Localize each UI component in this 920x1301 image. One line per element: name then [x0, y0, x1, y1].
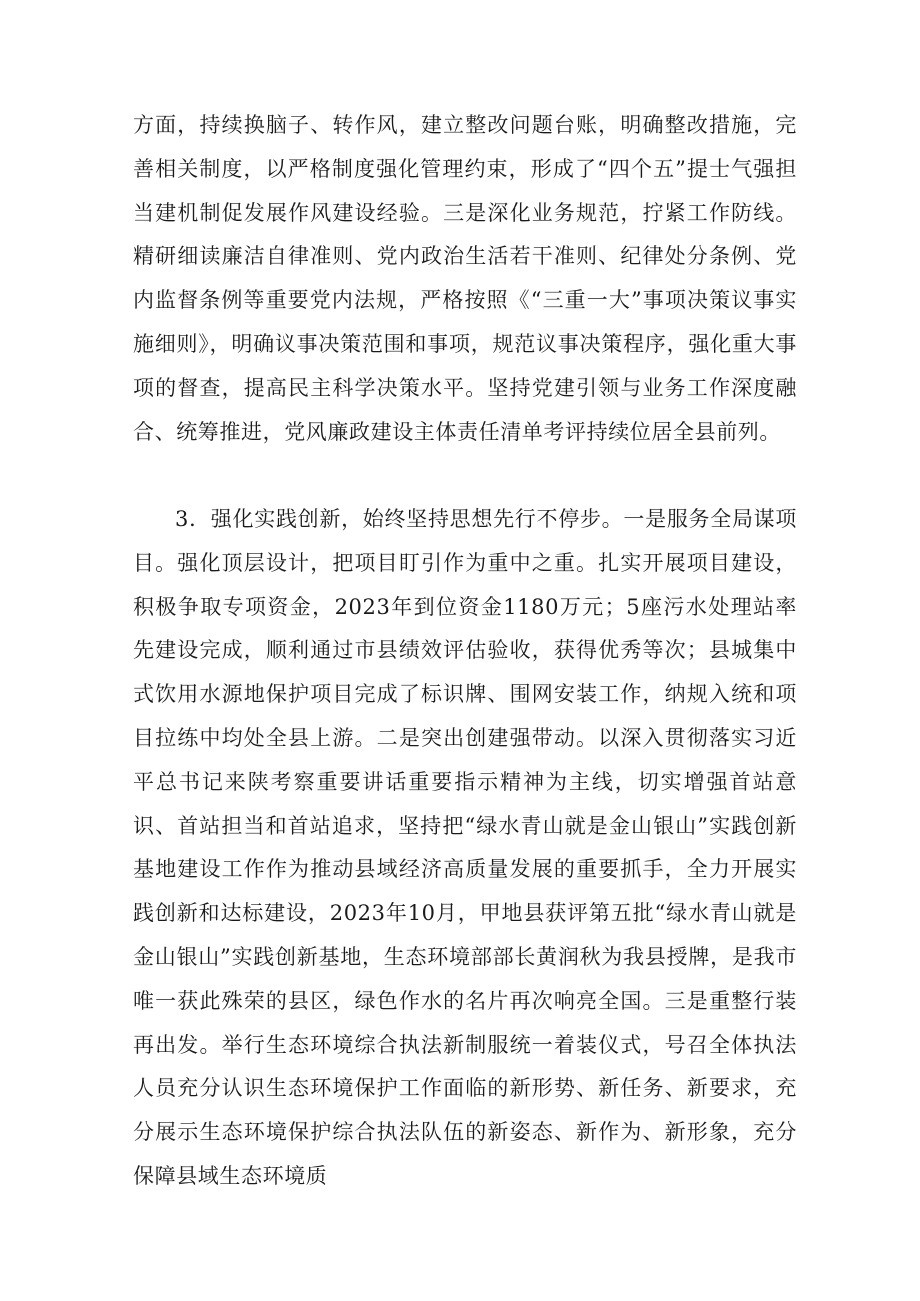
body-paragraph-1: 方面，持续换脑子、转作风，建立整改问题台账，明确整改措施，完善相关制度，以严格制度强化管理约束，形成了“四个五”提士气强担当建机制促发展作风建设经验。三是深化业务规范，拧紧工作防线。精研细读廉洁自律准则、党内政治生活若干准则、纪律处分条例、党内监督条例等重要党内法规，严格按照《“三重一大”事项决策议事实施细则》，明确议事决策范围和事项，规范议事决策程序，强化重大事项的督查，提高民主科学决策水平。坚持党建引领与业务工作深度融合、统筹推进，党风廉政建设主体责任清单考评持续位居全县前列。 [133, 113, 797, 444]
body-paragraph-2: 3．强化实践创新，始终坚持思想先行不停步。一是服务全局谋项目。强化顶层设计，把项目盯引作为重中之重。扎实开展项目建设，积极争取专项资金，2023年到位资金1180万元；5座污水处理站率先建设完成，顺利通过市县绩效评估验收，获得优秀等次；县城集中式饮用水源地保护项目完成了标识牌、围网安装工作，纳规入统和项目拉练中均处全县上游。二是突出创建强带动。以深入贯彻落实习近平总书记来陕考察重要讲话重要指示精神为主线，切实增强首站意识、首站担当和首站追求，坚持把“绿水青山就是金山银山”实践创新基地建设工作作为推动县域经济高质量发展的重要抓手，全力开展实践创新和达标建设，2023年10月，甲地县获评第五批“绿水青山就是金山银山”实践创新基地，生态环境部部长黄润秋为我县授牌，是我市唯一获此殊荣的县区，绿色作水的名片再次响亮全国。三是重整行装再出发。举行生态环境综合执法新制服统一着装仪式，号召全体执法人员充分认识生态环境保护工作面临的新形势、新任务、新要求，充分展示生态环境保护综合执法队伍的新姿态、新作为、新形象，充分保障县域生态环境质 [133, 507, 797, 1188]
